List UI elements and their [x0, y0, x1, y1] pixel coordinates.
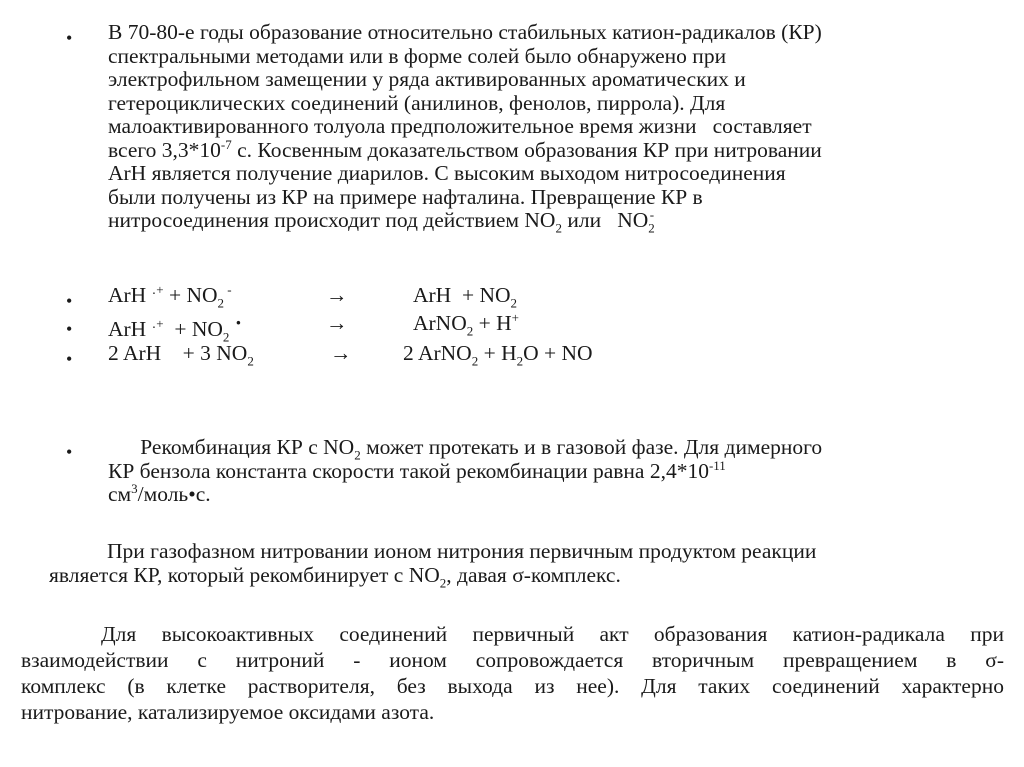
paragraph-gas-recombination	[108, 436, 988, 507]
bullet-eq3: •	[66, 349, 73, 369]
equation-1	[108, 281, 232, 311]
eq2-product-sup: +	[511, 309, 519, 325]
para2-line2-sup: -11	[708, 457, 726, 473]
para4-line4: нитрование, катализируемое оксидами азота.	[21, 700, 435, 724]
eq2-product-a: ArNO	[413, 311, 467, 335]
eq3-product-a: 2 ArNO	[403, 341, 472, 365]
para1-line9-sup2: -	[649, 206, 655, 222]
para1-line9	[108, 206, 988, 236]
para1-line8: были получены из КР на примере нафталина. Превращение КР в	[108, 184, 703, 209]
eq2-reactant-b: + NO	[163, 317, 223, 341]
eq3-sub: 2	[247, 353, 254, 369]
eq2-product-sub: 2	[466, 323, 474, 339]
eq1-reactant-b: + NO	[163, 283, 218, 307]
para2-line3-b: /моль•с.	[137, 482, 211, 506]
eq1-radical-dot: ·	[151, 287, 157, 302]
eq1-product-a: ArH + NO	[413, 283, 511, 307]
para3-line1: При газофазном нитровании ионом нитрония первичным продуктом реакции	[107, 539, 817, 563]
para3-line2-b: , давая σ-комплекс.	[446, 562, 621, 587]
eq1-product	[413, 282, 518, 311]
para4-line1: Для высокоактивных соединений первичный акт образования катион-радикала при	[101, 622, 1004, 646]
para1-line1: В 70-80-е годы образование относительно стабильных катион-радикалов (КР)	[108, 20, 822, 44]
para1-line6-sup: -7	[220, 136, 232, 152]
eq3-product-c: O + NO	[523, 341, 593, 365]
para3-line2-a: является КР, который рекомбинирует с NO	[49, 562, 440, 587]
para2-line2	[108, 457, 988, 484]
para2-line1-sub: 2	[354, 447, 361, 463]
para1-line9-sub2: 2	[648, 220, 655, 236]
para1-line5: малоактивированного толуола предположительное время жизни составляет	[108, 114, 812, 138]
eq3-product-sub2: 2	[516, 353, 524, 369]
para3-line2-sub: 2	[439, 574, 447, 590]
eq2-reactant-a: ArH	[108, 317, 147, 341]
equation-3	[108, 340, 254, 369]
para2-line3	[108, 480, 988, 507]
eq3-reactant-a: 2 ArH + 3 NO	[108, 341, 248, 365]
eq1-sub: 2	[217, 295, 225, 311]
para2-line1-b: может протекать и в газовой фазе. Для димерного	[360, 435, 823, 459]
eq1-plus: +	[156, 281, 164, 297]
eq1-product-sub: 2	[510, 295, 518, 311]
para4-line3: комплекс (в клетке растворителя, без выхода из нее). Для таких соединений характерно	[21, 674, 1004, 698]
para4-line2: взаимодействии с нитроний - ионом сопровождается вторичным превращением в σ-	[21, 648, 1004, 672]
eq2-arrow: →	[326, 311, 348, 335]
para1-line9-b: или NO	[561, 208, 649, 232]
eq1-arrow: →	[326, 283, 348, 307]
para1-line4: гетероциклических соединений (анилинов, фенолов, пиррола). Для	[108, 90, 726, 115]
eq2-radical-dot: ·	[151, 321, 157, 336]
eq3-product	[403, 340, 593, 369]
para2-line2-a: КР бензола константа скорости такой рекомбинации равна 2,4*10	[108, 458, 709, 483]
bullet-para2: •	[66, 442, 73, 462]
eq2-plus: +	[156, 315, 164, 331]
paragraph-high-activity	[21, 621, 1004, 725]
para1-line6-a: всего 3,3*10	[108, 137, 221, 162]
eq3-product-sub: 2	[471, 353, 479, 369]
para1-line6-b: с. Косвенным доказательством образования КР при нитровании	[231, 137, 822, 162]
eq2-product	[413, 309, 519, 339]
eq2-product-b: + H	[473, 311, 512, 335]
para2-line1-a: Рекомбинация КР с NO	[108, 435, 355, 459]
eq3-product-b: + H	[478, 341, 517, 365]
para1-line9-sub: 2	[555, 220, 562, 236]
para3-line2	[49, 564, 999, 588]
eq3-arrow: →	[330, 341, 352, 365]
eq1-sup: -	[224, 281, 232, 297]
para2-line3-sup: 3	[131, 480, 138, 496]
bullet-para1: •	[66, 28, 73, 48]
equation-2	[108, 310, 243, 345]
para1-line3: электрофильном замещении у ряда активированных ароматических и	[108, 67, 746, 91]
para2-line3-a: см	[108, 482, 132, 506]
para1-line6	[108, 136, 988, 163]
para1-line9-a: нитросоединения происходит под действием NO	[108, 208, 556, 232]
eq1-reactant-a: ArH	[108, 283, 147, 307]
bullet-eq2: •	[66, 319, 73, 339]
para1-line7: ArH является получение диарилов. С высоким выходом нитросоединения	[108, 161, 786, 185]
paragraph-kr-history	[108, 20, 988, 236]
paragraph-gas-phase-nitration	[49, 539, 999, 590]
para2-line1	[108, 435, 988, 463]
eq2-no2-radical-dot: ·	[234, 310, 243, 335]
bullet-eq1: •	[66, 291, 73, 311]
para1-line2: спектральными методами или в форме солей было обнаружено при	[108, 43, 727, 68]
eq2-sub: 2	[222, 329, 230, 345]
